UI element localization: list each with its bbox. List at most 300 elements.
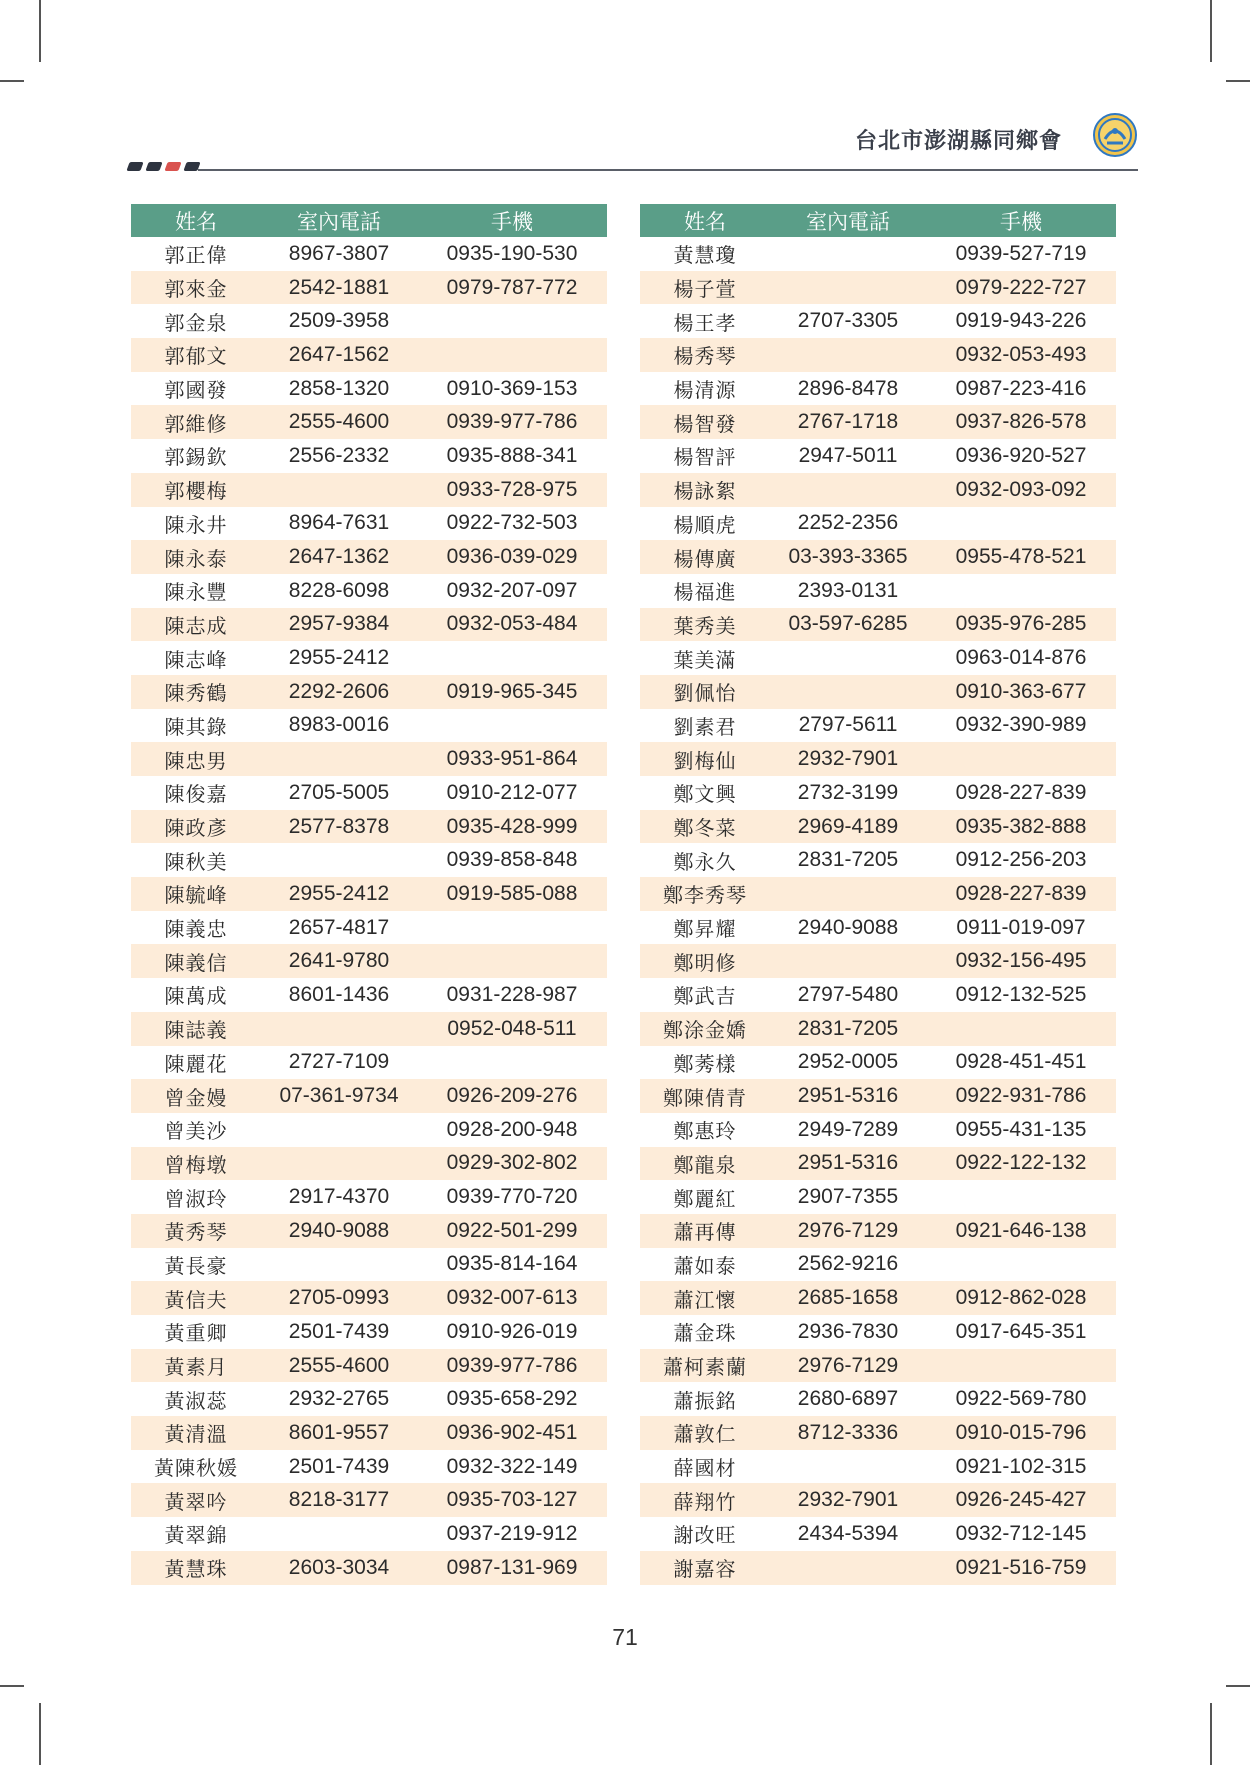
landline-number: 2936-7830 [770,1315,926,1349]
column-header-mobile: 手機 [417,204,607,237]
table-row [131,1450,607,1484]
mobile-number: 0928-200-948 [417,1113,607,1147]
landline-number [261,1012,417,1046]
table-header-row [640,204,1116,237]
table-row [640,675,1116,709]
landline-number: 2949-7289 [770,1113,926,1147]
landline-number [261,1147,417,1181]
contact-name: 陳萬成 [131,978,261,1012]
contact-name: 鄭武吉 [640,978,770,1012]
mobile-number: 0963-014-876 [926,641,1116,675]
table-row [131,1012,607,1046]
contact-name: 楊王孝 [640,304,770,338]
table-row [131,810,607,844]
table-row [640,1517,1116,1551]
table-row [131,843,607,877]
table-row [640,1046,1116,1080]
contact-name: 楊智發 [640,405,770,439]
contact-name: 黃慧瓊 [640,237,770,271]
contact-name: 蕭敦仁 [640,1416,770,1450]
contact-name: 曾美沙 [131,1113,261,1147]
deco-block [164,162,181,171]
contact-name: 陳永井 [131,507,261,541]
mobile-number [417,709,607,743]
mobile-number: 0952-048-511 [417,1012,607,1046]
mobile-number: 0919-965-345 [417,675,607,709]
column-header-name: 姓名 [640,204,770,237]
table-row [640,473,1116,507]
mobile-number: 0921-516-759 [926,1551,1116,1585]
contact-name: 陳永豐 [131,574,261,608]
landline-number [261,473,417,507]
table-body [640,237,1116,1585]
contact-name: 黃翠吟 [131,1483,261,1517]
landline-number: 2955-2412 [261,641,417,675]
mobile-number: 0929-302-802 [417,1147,607,1181]
landline-number [770,338,926,372]
contact-name: 郭國發 [131,372,261,406]
landline-number: 8228-6098 [261,574,417,608]
contact-name: 薛翔竹 [640,1483,770,1517]
contact-name: 楊清源 [640,372,770,406]
landline-number: 2951-5316 [770,1147,926,1181]
crop-mark [0,80,24,82]
landline-number [770,877,926,911]
mobile-number: 0922-931-786 [926,1079,1116,1113]
contact-name: 鄭莠樣 [640,1046,770,1080]
contact-name: 黃秀琴 [131,1214,261,1248]
page-number: 71 [612,1624,638,1650]
contact-name: 郭正偉 [131,237,261,271]
table-row [131,1349,607,1383]
contact-name: 陳誌義 [131,1012,261,1046]
table-row [640,574,1116,608]
contact-name: 曾梅墩 [131,1147,261,1181]
landline-number: 2705-0993 [261,1281,417,1315]
contact-name: 黃重卿 [131,1315,261,1349]
table-row [131,1382,607,1416]
table-row [640,1248,1116,1282]
mobile-number: 0955-478-521 [926,540,1116,574]
landline-number: 2732-3199 [770,776,926,810]
table-row [640,810,1116,844]
table-row [640,742,1116,776]
contact-name: 楊順虎 [640,507,770,541]
table-row [640,507,1116,541]
mobile-number: 0987-223-416 [926,372,1116,406]
landline-number: 2555-4600 [261,1349,417,1383]
landline-number: 2393-0131 [770,574,926,608]
landline-number: 2555-4600 [261,405,417,439]
contact-name: 鄭冬菜 [640,810,770,844]
column-header-mobile: 手機 [926,204,1116,237]
contact-name: 鄭龍泉 [640,1147,770,1181]
mobile-number: 0939-977-786 [417,1349,607,1383]
contact-name: 郭維修 [131,405,261,439]
landline-number: 2707-3305 [770,304,926,338]
mobile-number [926,507,1116,541]
contact-name: 鄭陳倩青 [640,1079,770,1113]
table-row [640,944,1116,978]
contact-name: 黃清溫 [131,1416,261,1450]
mobile-number: 0955-431-135 [926,1113,1116,1147]
landline-number: 2947-5011 [770,439,926,473]
table-row [131,608,607,642]
mobile-number: 0912-256-203 [926,843,1116,877]
mobile-number: 0939-527-719 [926,237,1116,271]
mobile-number: 0932-207-097 [417,574,607,608]
landline-number: 2951-5316 [770,1079,926,1113]
table-row [131,1551,607,1585]
table-row [640,439,1116,473]
crop-mark [0,1685,24,1687]
mobile-number: 0910-212-077 [417,776,607,810]
table-row [131,405,607,439]
mobile-number: 0917-645-351 [926,1315,1116,1349]
contact-table-left [131,204,607,1585]
mobile-number [926,1180,1116,1214]
mobile-number [926,574,1116,608]
table-row [640,1483,1116,1517]
table-row [640,1113,1116,1147]
landline-number [770,1551,926,1585]
mobile-number: 0937-826-578 [926,405,1116,439]
landline-number: 2797-5480 [770,978,926,1012]
crop-mark [1226,1685,1250,1687]
contact-name: 郭郁文 [131,338,261,372]
mobile-number: 0911-019-097 [926,911,1116,945]
table-row [640,237,1116,271]
contact-name: 陳秋美 [131,843,261,877]
contact-name: 鄭永久 [640,843,770,877]
landline-number: 2501-7439 [261,1315,417,1349]
contact-name: 楊秀琴 [640,338,770,372]
mobile-number: 0922-569-780 [926,1382,1116,1416]
landline-number: 2603-3034 [261,1551,417,1585]
table-row [131,978,607,1012]
mobile-number: 0932-093-092 [926,473,1116,507]
table-row [131,944,607,978]
table-row [640,608,1116,642]
landline-number: 2969-4189 [770,810,926,844]
mobile-number [417,944,607,978]
table-row [131,507,607,541]
landline-number: 2831-7205 [770,1012,926,1046]
table-row [640,1315,1116,1349]
contact-name: 鄭昇耀 [640,911,770,945]
landline-number: 2976-7129 [770,1349,926,1383]
table-row [131,1046,607,1080]
mobile-number: 0910-926-019 [417,1315,607,1349]
mobile-number: 0928-227-839 [926,877,1116,911]
table-row [640,405,1116,439]
table-row [131,237,607,271]
crop-mark [1226,80,1250,82]
table-row [640,1416,1116,1450]
table-row [131,271,607,305]
mobile-number [926,1349,1116,1383]
table-row [131,911,607,945]
contact-name: 陳義信 [131,944,261,978]
landline-number: 2562-9216 [770,1248,926,1282]
landline-number [770,237,926,271]
contact-name: 黃素月 [131,1349,261,1383]
contact-name: 黃信夫 [131,1281,261,1315]
landline-number: 2907-7355 [770,1180,926,1214]
landline-number: 2641-9780 [261,944,417,978]
table-row [640,641,1116,675]
contact-name: 曾淑玲 [131,1180,261,1214]
landline-number: 2727-7109 [261,1046,417,1080]
mobile-number: 0987-131-969 [417,1551,607,1585]
contact-name: 蕭金珠 [640,1315,770,1349]
mobile-number: 0935-703-127 [417,1483,607,1517]
mobile-number: 0928-227-839 [926,776,1116,810]
mobile-number: 0936-039-029 [417,540,607,574]
table-row [640,911,1116,945]
mobile-number: 0922-732-503 [417,507,607,541]
table-row [640,1281,1116,1315]
landline-number: 2767-1718 [770,405,926,439]
landline-number: 2657-4817 [261,911,417,945]
contact-name: 鄭麗紅 [640,1180,770,1214]
table-row [640,1147,1116,1181]
contact-name: 郭金泉 [131,304,261,338]
table-row [640,1349,1116,1383]
table-row [640,776,1116,810]
mobile-number: 0928-451-451 [926,1046,1116,1080]
table-row [131,473,607,507]
landline-number: 2955-2412 [261,877,417,911]
mobile-number: 0939-770-720 [417,1180,607,1214]
mobile-number: 0932-390-989 [926,709,1116,743]
table-row [131,1214,607,1248]
landline-number: 2917-4370 [261,1180,417,1214]
table-row [131,439,607,473]
landline-number: 2797-5611 [770,709,926,743]
contact-name: 楊子萱 [640,271,770,305]
contact-name: 黃翠錦 [131,1517,261,1551]
mobile-number: 0935-814-164 [417,1248,607,1282]
contact-name: 鄭明修 [640,944,770,978]
contact-name: 陳永泰 [131,540,261,574]
column-header-landline: 室內電話 [261,204,417,237]
mobile-number: 0921-102-315 [926,1450,1116,1484]
mobile-number: 0932-322-149 [417,1450,607,1484]
mobile-number [417,911,607,945]
crop-mark [39,1703,41,1765]
mobile-number [417,304,607,338]
mobile-number: 0931-228-987 [417,978,607,1012]
landline-number: 8964-7631 [261,507,417,541]
mobile-number: 0935-190-530 [417,237,607,271]
contact-name: 葉美滿 [640,641,770,675]
landline-number: 2577-8378 [261,810,417,844]
mobile-number: 0936-920-527 [926,439,1116,473]
landline-number: 2858-1320 [261,372,417,406]
table-row [640,843,1116,877]
landline-number: 2705-5005 [261,776,417,810]
mobile-number: 0935-888-341 [417,439,607,473]
table-row [131,1517,607,1551]
mobile-number: 0919-943-226 [926,304,1116,338]
contact-name: 鄭惠玲 [640,1113,770,1147]
landline-number: 2501-7439 [261,1450,417,1484]
landline-number: 2932-7901 [770,742,926,776]
landline-number [770,641,926,675]
mobile-number: 0921-646-138 [926,1214,1116,1248]
mobile-number: 0922-501-299 [417,1214,607,1248]
contact-name: 陳俊嘉 [131,776,261,810]
landline-number: 2896-8478 [770,372,926,406]
landline-number: 8983-0016 [261,709,417,743]
mobile-number: 0912-862-028 [926,1281,1116,1315]
landline-number [261,1517,417,1551]
mobile-number: 0933-728-975 [417,473,607,507]
table-row [131,709,607,743]
contact-name: 薛國材 [640,1450,770,1484]
mobile-number: 0932-053-484 [417,608,607,642]
contact-name: 葉秀美 [640,608,770,642]
association-title: 台北市澎湖縣同鄉會 [854,129,1062,154]
landline-number: 2932-2765 [261,1382,417,1416]
contact-name: 楊智評 [640,439,770,473]
table-row [131,304,607,338]
table-row [131,338,607,372]
landline-number [261,1113,417,1147]
mobile-number: 0910-015-796 [926,1416,1116,1450]
landline-number: 2932-7901 [770,1483,926,1517]
landline-number [770,944,926,978]
table-row [131,641,607,675]
landline-number: 03-597-6285 [770,608,926,642]
landline-number [261,742,417,776]
mobile-number: 0932-007-613 [417,1281,607,1315]
mobile-number [417,338,607,372]
table-row [131,675,607,709]
table-row [640,709,1116,743]
landline-number: 2542-1881 [261,271,417,305]
table-row [131,877,607,911]
table-row [640,1382,1116,1416]
contact-name: 謝嘉容 [640,1551,770,1585]
contact-name: 陳其錄 [131,709,261,743]
contact-name: 鄭涂金嬌 [640,1012,770,1046]
table-row [640,1551,1116,1585]
landline-number: 2976-7129 [770,1214,926,1248]
landline-number: 2647-1562 [261,338,417,372]
contact-name: 蕭振銘 [640,1382,770,1416]
landline-number: 2685-1658 [770,1281,926,1315]
contact-name: 陳忠男 [131,742,261,776]
landline-number [770,473,926,507]
table-row [640,1012,1116,1046]
crop-mark [1210,1703,1212,1765]
mobile-number: 0979-222-727 [926,271,1116,305]
mobile-number: 0939-858-848 [417,843,607,877]
table-row [131,574,607,608]
contact-name: 楊傳廣 [640,540,770,574]
landline-number [770,675,926,709]
landline-number: 2556-2332 [261,439,417,473]
contact-name: 黃淑蕊 [131,1382,261,1416]
table-row [131,1315,607,1349]
contact-name: 黃慧珠 [131,1551,261,1585]
landline-number: 2952-0005 [770,1046,926,1080]
contact-name: 陳志成 [131,608,261,642]
landline-number: 2647-1362 [261,540,417,574]
header-rule [198,169,1138,171]
table-row [640,1214,1116,1248]
table-header-row [131,204,607,237]
mobile-number: 0979-787-772 [417,271,607,305]
table-row [131,1416,607,1450]
table-body [131,237,607,1585]
landline-number: 2940-9088 [770,911,926,945]
table-row [131,1147,607,1181]
deco-block [126,162,143,171]
mobile-number [417,641,607,675]
mobile-number: 0935-382-888 [926,810,1116,844]
contact-name: 陳毓峰 [131,877,261,911]
table-row [131,1079,607,1113]
mobile-number: 0932-712-145 [926,1517,1116,1551]
landline-number: 07-361-9734 [261,1079,417,1113]
table-row [640,372,1116,406]
mobile-number: 0935-976-285 [926,608,1116,642]
contact-name: 蕭江懷 [640,1281,770,1315]
contact-name: 蕭如泰 [640,1248,770,1282]
table-row [131,1281,607,1315]
table-row [640,304,1116,338]
landline-number: 03-393-3365 [770,540,926,574]
landline-number [770,1450,926,1484]
association-logo-icon [1093,113,1137,157]
table-row [640,1180,1116,1214]
contact-name: 黃長豪 [131,1248,261,1282]
table-row [640,338,1116,372]
contact-name: 黃陳秋媛 [131,1450,261,1484]
mobile-number: 0926-245-427 [926,1483,1116,1517]
landline-number: 2940-9088 [261,1214,417,1248]
mobile-number: 0910-363-677 [926,675,1116,709]
landline-number [261,843,417,877]
mobile-number [417,1046,607,1080]
mobile-number [926,742,1116,776]
landline-number: 2434-5394 [770,1517,926,1551]
contact-name: 陳義忠 [131,911,261,945]
table-row [640,1079,1116,1113]
mobile-number: 0910-369-153 [417,372,607,406]
landline-number: 2957-9384 [261,608,417,642]
contact-name: 陳麗花 [131,1046,261,1080]
mobile-number: 0932-053-493 [926,338,1116,372]
column-header-name: 姓名 [131,204,261,237]
contact-name: 曾金嫚 [131,1079,261,1113]
contact-name: 陳秀鶴 [131,675,261,709]
contact-table-right [640,204,1116,1585]
table-row [131,540,607,574]
contact-name: 蕭柯素蘭 [640,1349,770,1383]
landline-number: 8601-9557 [261,1416,417,1450]
contact-name: 蕭再傳 [640,1214,770,1248]
contact-name: 楊詠絮 [640,473,770,507]
mobile-number: 0937-219-912 [417,1517,607,1551]
contact-name: 陳志峰 [131,641,261,675]
table-row [640,978,1116,1012]
contact-name: 謝改旺 [640,1517,770,1551]
table-row [131,1483,607,1517]
